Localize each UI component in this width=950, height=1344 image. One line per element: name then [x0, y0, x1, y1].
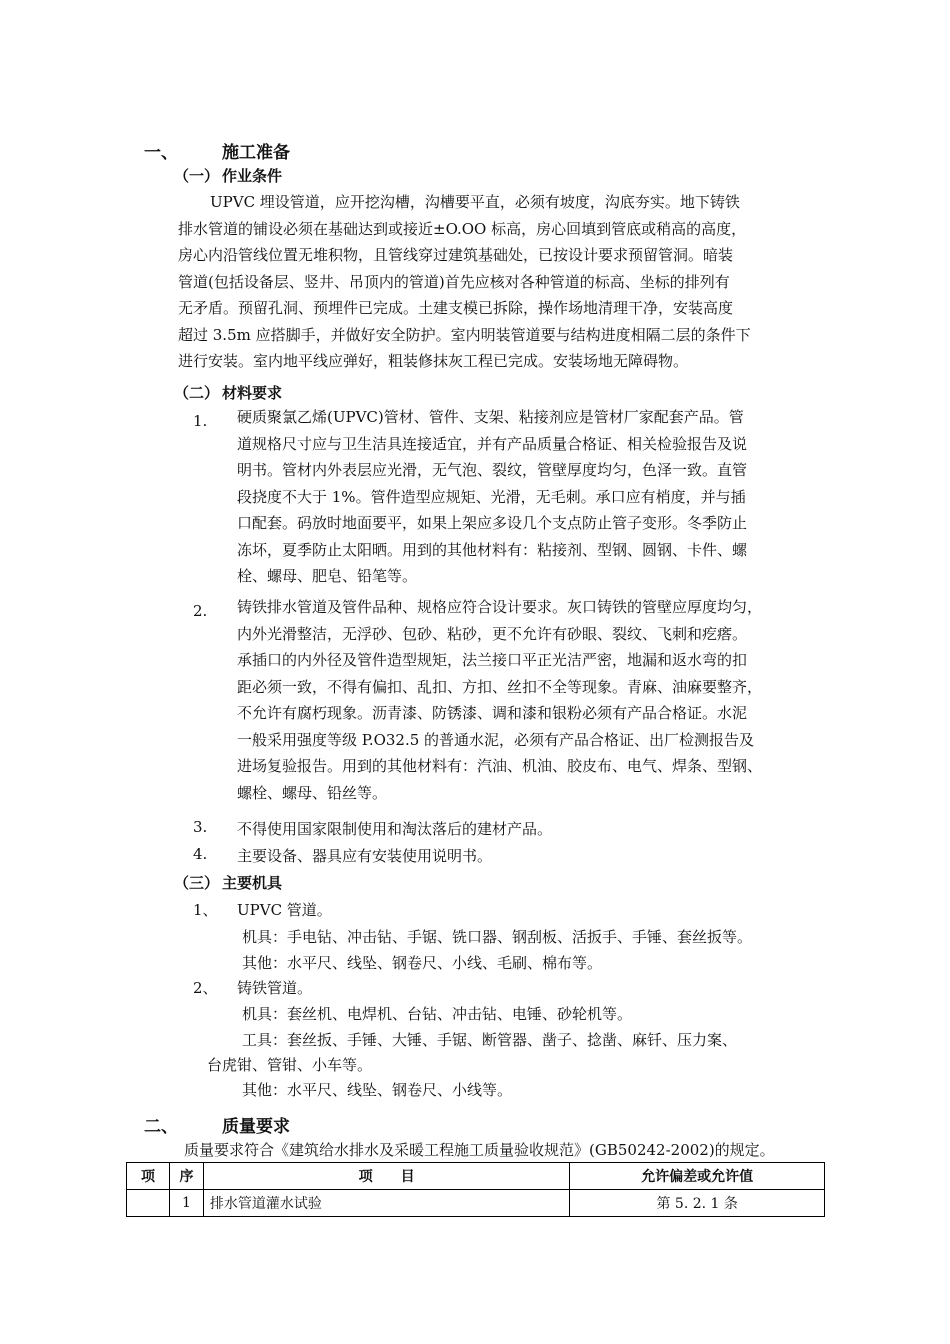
- paragraph-line: 无矛盾。预留孔洞、预埋件已完成。土建支模已拆除，操作场地清理干净，安装高度: [178, 299, 734, 317]
- paragraph-line: UPVC 埋设管道，应开挖沟槽，沟槽要平直，必须有坡度，沟底夯实。地下铸铁: [210, 193, 740, 211]
- paragraph-line: 口配套。码放时地面要平，如果上架应多设几个支点防止管子变形。冬季防止: [237, 514, 748, 532]
- quality-table: [126, 1162, 825, 1217]
- section-2-number: 二、: [144, 1117, 178, 1137]
- paragraph-line: 承插口的内外径及管件造型规矩，法兰接口平正光洁严密，地漏和返水弯的扣: [237, 651, 748, 669]
- subsection-3-number: （三）: [174, 874, 220, 892]
- cell-allowance: 第 5. 2. 1 条: [570, 1190, 825, 1217]
- quality-intro: 质量要求符合《建筑给水排水及采暖工程施工质量验收规范》(GB50242-2002)的规定。: [184, 1141, 775, 1159]
- section-1-number: 一、: [144, 143, 178, 163]
- tools-item-2-machines: 机具：套丝机、电焊机、台钻、冲击钻、电锤、砂轮机等。: [242, 1005, 633, 1023]
- tools-item-1-number: 1、: [193, 901, 218, 919]
- material-item-2-text: [237, 594, 762, 806]
- cell-item: [127, 1190, 170, 1217]
- paragraph-line: 排水管道的铺设必须在基础达到或接近±O.OO 标高，房心回填到管底或稍高的高度，: [178, 219, 747, 238]
- section-1-title: 施工准备: [222, 143, 290, 163]
- table-header-row: [127, 1163, 825, 1190]
- material-item-3-number: 3.: [193, 818, 208, 836]
- paragraph-line: 铸铁排水管道及管件品种、规格应符合设计要求。灰口铸铁的管壁应厚度均匀，: [237, 598, 763, 616]
- table-row: [127, 1190, 825, 1217]
- tools-item-1-machines: 机具：手电钻、冲击钻、手锯、铣口器、钢刮板、活扳手、手锤、套丝扳等。: [242, 928, 753, 946]
- tools-item-1-other: 其他：水平尺、线坠、钢卷尺、小线、毛刷、棉布等。: [242, 954, 603, 972]
- subsection-1-number: （一）: [174, 167, 220, 185]
- material-item-3-text: 不得使用国家限制使用和淘汰落后的建材产品。: [237, 820, 553, 838]
- material-item-2-number: 2.: [193, 602, 208, 620]
- header-project: 项 目: [203, 1163, 569, 1190]
- material-item-1-number: 1.: [193, 412, 208, 430]
- paragraph-line: 管道(包括设备层、竖井、吊顶内的管道)首先应核对各种管道的标高、坐标的排列有: [178, 272, 730, 291]
- paragraph-line: 一般采用强度等级 P.O32.5 的普通水泥，必须有产品合格证、出厂检测报告及: [237, 730, 755, 749]
- material-item-1-text: [237, 404, 747, 590]
- tools-item-2-tools: 工具：套丝扳、手锤、大锤、手锯、断管器、凿子、捻凿、麻钎、压力案、: [242, 1031, 738, 1049]
- paragraph-line: 不允许有腐朽现象。沥青漆、防锈漆、调和漆和银粉必须有产品合格证。水泥: [237, 704, 748, 722]
- paragraph-line: 硬质聚氯乙烯(UPVC)管材、管件、支架、粘接剂应是管材厂家配套产品。管: [237, 408, 744, 426]
- cell-project: 排水管道灌水试验: [203, 1190, 569, 1217]
- tools-item-2-number: 2、: [193, 979, 218, 997]
- tools-item-2-title: 铸铁管道。: [237, 979, 313, 997]
- work-conditions-paragraph: [178, 189, 751, 375]
- paragraph-line: 栓、螺母、肥皂、铅笔等。: [237, 567, 418, 585]
- paragraph-line: 冻坏，夏季防止太阳晒。用到的其他材料有：粘接剂、型钢、圆钢、卡件、螺: [237, 540, 748, 559]
- paragraph-line: 段挠度不大于 1%。管件造型应规矩、光滑，无毛刺。承口应有梢度，并与插: [237, 487, 746, 506]
- paragraph-line: 距必须一致，不得有偏扣、乱扣、方扣、丝扣不全等现象。青麻、油麻要整齐，: [237, 677, 763, 696]
- material-item-4-number: 4.: [193, 845, 208, 863]
- paragraph-line: 房心内沿管线位置无堆积物，且管线穿过建筑基础处，已按设计要求预留管洞。暗装: [178, 246, 734, 264]
- subsection-2-number: （二）: [174, 384, 220, 402]
- header-seq: 序: [169, 1163, 203, 1190]
- paragraph-line: 螺栓、螺母、铅丝等。: [237, 783, 388, 802]
- paragraph-line: 道规格尺寸应与卫生洁具连接适宜，并有产品质量合格证、相关检验报告及说: [237, 434, 748, 453]
- paragraph-line: 超过 3.5m 应搭脚手，并做好安全防护。室内明装管道要与结构进度相隔二层的条件下: [178, 325, 751, 344]
- material-item-4-text: 主要设备、器具应有安装使用说明书。: [237, 847, 493, 865]
- section-2-title: 质量要求: [222, 1117, 290, 1137]
- header-allowance: 允许偏差或允许值: [570, 1163, 825, 1190]
- tools-item-2-tools-cont: 台虎钳、管钳、小车等。: [207, 1056, 373, 1074]
- tools-item-1-title: UPVC 管道。: [237, 901, 332, 919]
- tools-item-2-other: 其他：水平尺、线坠、钢卷尺、小线等。: [242, 1081, 513, 1099]
- subsection-3-title: 主要机具: [222, 874, 283, 892]
- paragraph-line: 进行安装。室内地平线应弹好，粗装修抹灰工程已完成。安装场地无障碍物。: [178, 352, 689, 370]
- paragraph-line: 明书。管材内外表层应光滑，无气泡、裂纹，管壁厚度均匀，色泽一致。直管: [237, 461, 748, 479]
- subsection-2-title: 材料要求: [222, 384, 283, 402]
- header-item: 项: [127, 1163, 170, 1190]
- subsection-1-title: 作业条件: [222, 167, 283, 185]
- cell-seq: 1: [169, 1190, 203, 1217]
- paragraph-line: 进场复验报告。用到的其他材料有：汽油、机油、胶皮布、电气、焊条、型钢、: [237, 757, 763, 775]
- paragraph-line: 内外光滑整洁，无浮砂、包砂、粘砂，更不允许有砂眼、裂纹、飞刺和疙瘩。: [237, 624, 748, 643]
